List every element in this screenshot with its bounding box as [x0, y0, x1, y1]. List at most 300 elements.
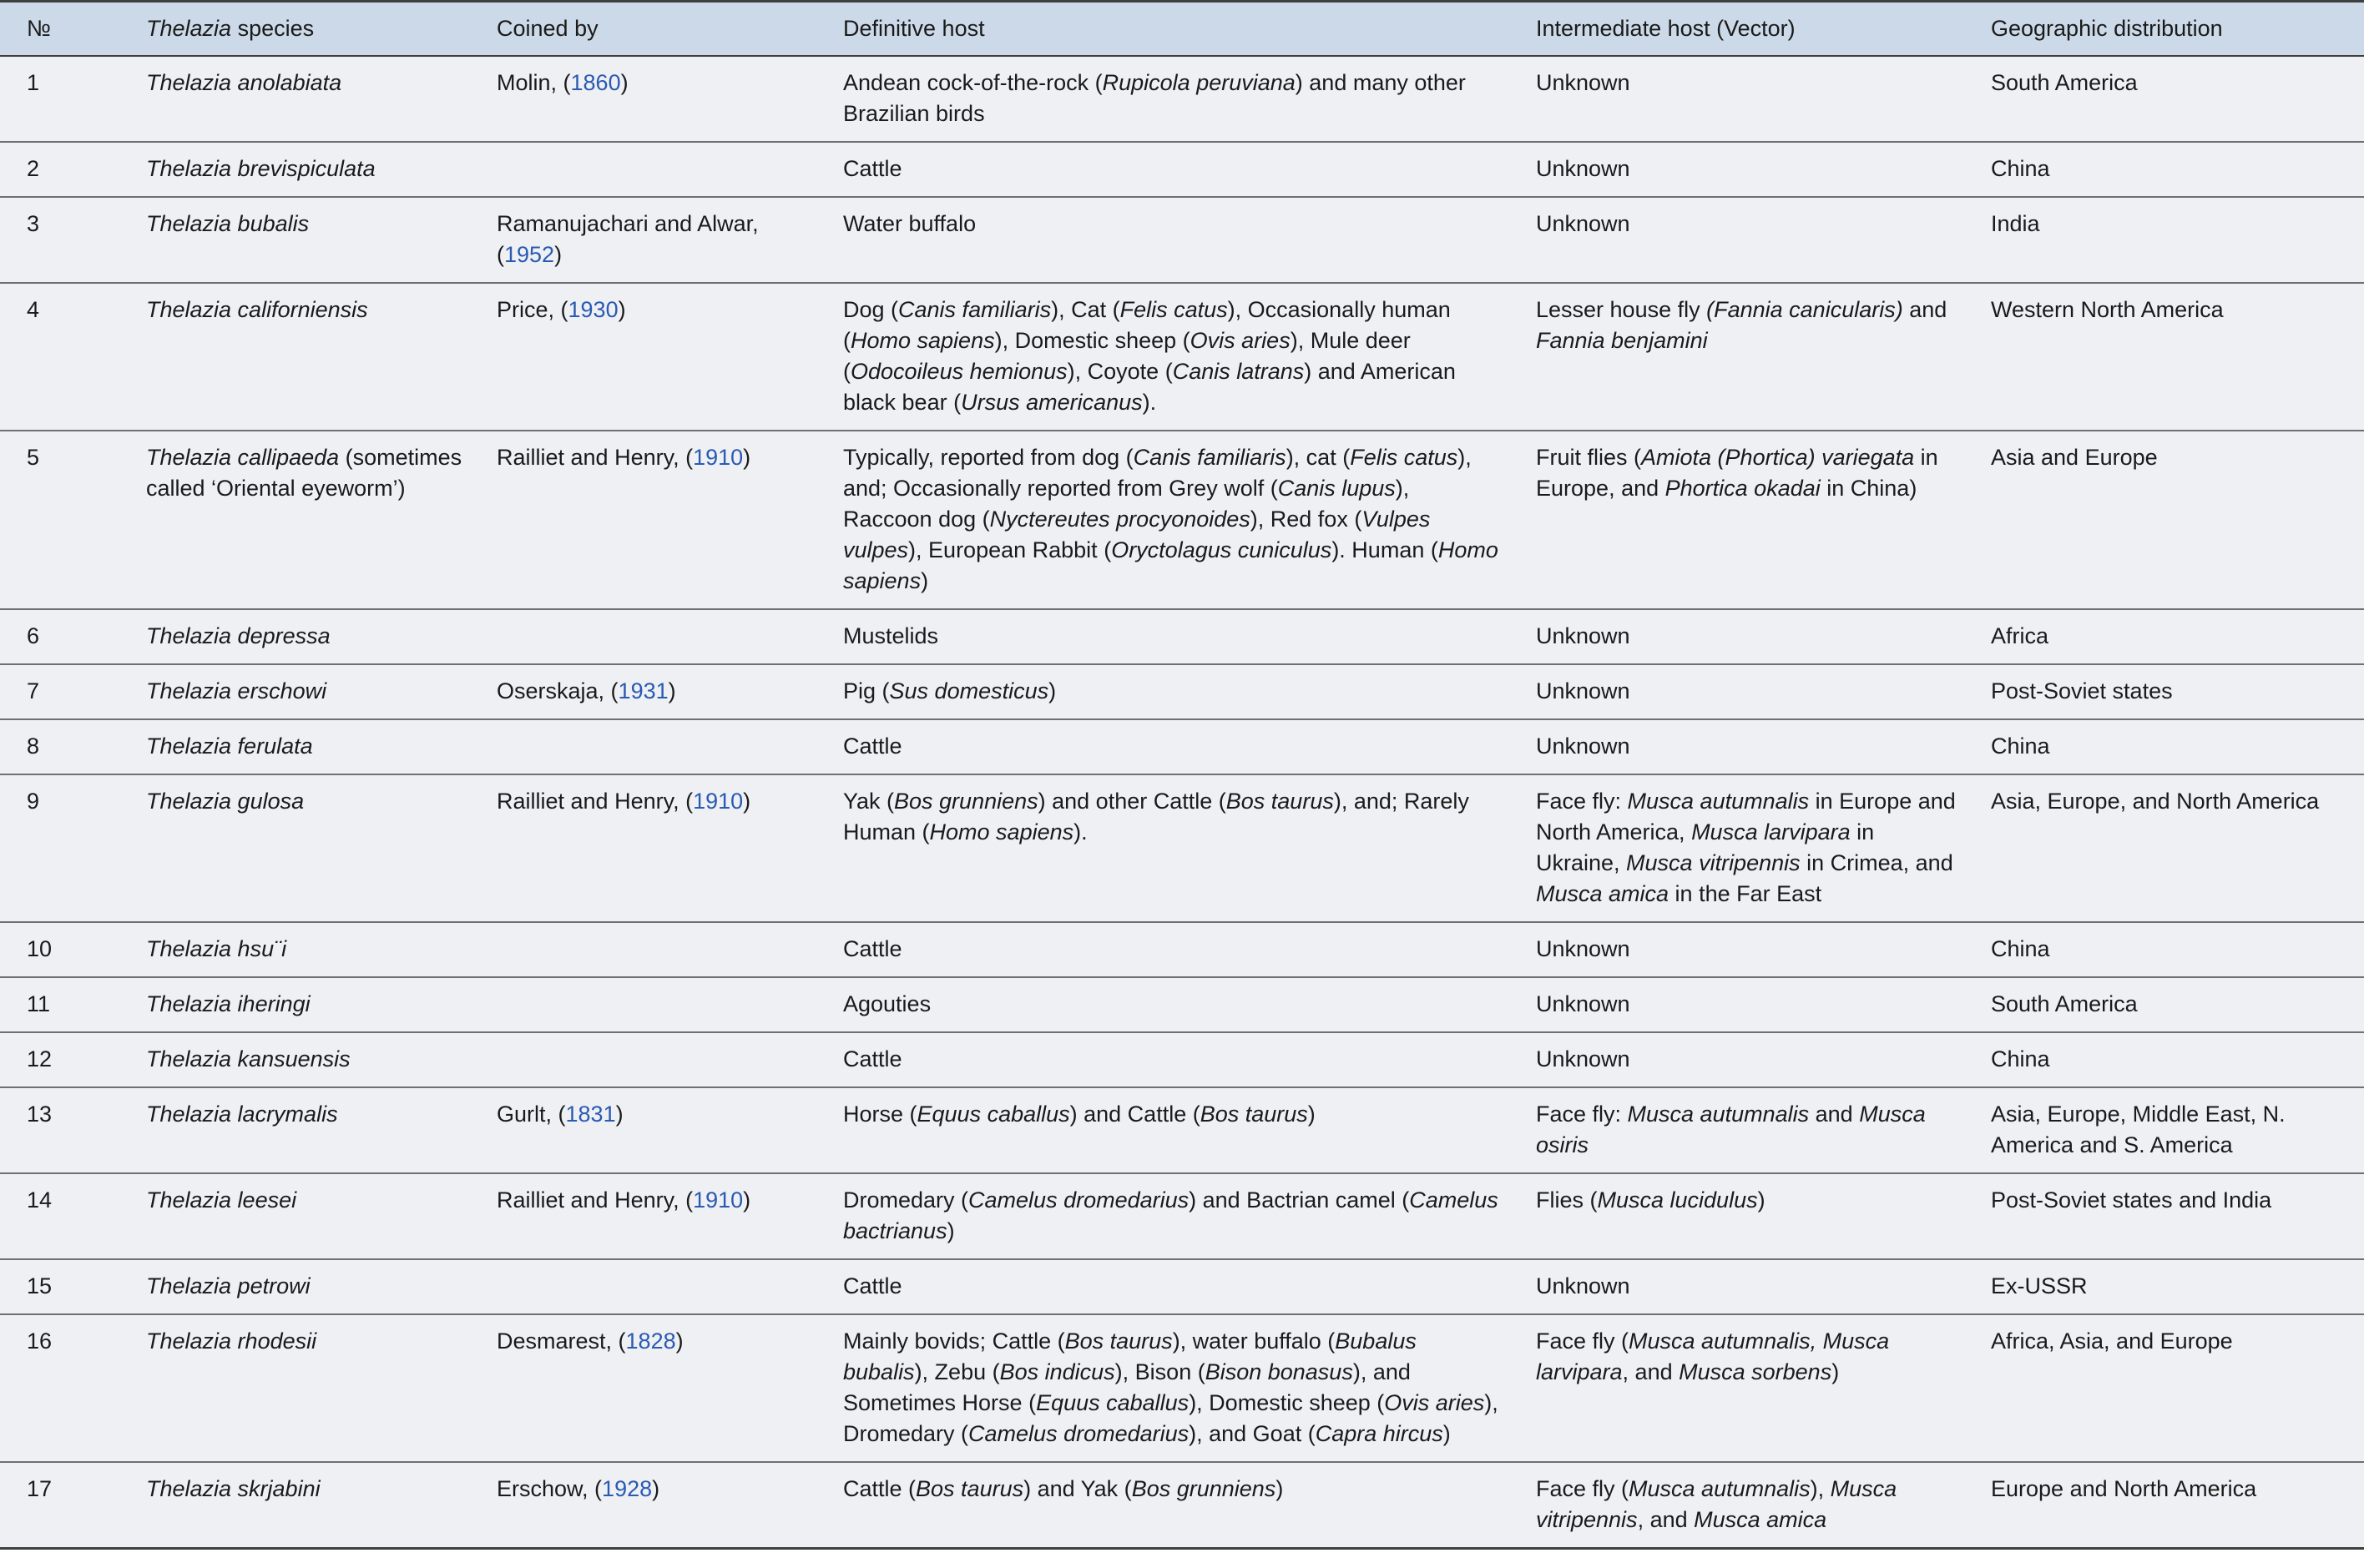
cell-intermediate-host: [1536, 922, 1991, 977]
text-segment: Lesser house fly: [1536, 297, 1707, 322]
text-segment: (sometimes called ‘Oriental eyeworm’): [146, 445, 462, 501]
table-row: [0, 609, 2364, 664]
text-segment: ), Coyote (: [1067, 359, 1173, 384]
text-segment: ) and Bactrian camel (: [1189, 1187, 1410, 1213]
text-segment: Canis lupus: [1277, 476, 1396, 501]
text-segment: Bos grunniens: [1131, 1476, 1276, 1501]
text-segment: ) and Yak (: [1023, 1476, 1132, 1501]
text-segment: Nyctereutes procyonoides: [989, 507, 1250, 532]
text-segment: Amiota (Phortica) variegata: [1641, 445, 1915, 470]
cell-coined-by: [497, 774, 843, 922]
text-segment: Cattle: [843, 1273, 902, 1298]
cell-number: 6: [0, 609, 146, 664]
cell-species: [146, 56, 497, 142]
cell-definitive-host: [843, 922, 1536, 977]
text-segment: Camelus bactrianus: [843, 1187, 1498, 1243]
text-segment: Gurlt, (: [497, 1102, 566, 1127]
header-number: [0, 2, 146, 57]
text-segment: ), Zebu (: [914, 1359, 1000, 1384]
citation-year-link[interactable]: 1928: [602, 1476, 653, 1501]
text-segment: Oryctolagus cuniculus: [1111, 537, 1332, 562]
header-geographic-distribution: [1991, 2, 2364, 57]
text-segment: Thelazia iheringi: [146, 991, 311, 1016]
text-segment: Unknown: [1536, 936, 1630, 961]
text-segment: Ursus americanus: [961, 390, 1143, 415]
text-segment: ): [1275, 1476, 1284, 1501]
text-segment: Horse (: [843, 1102, 917, 1127]
cell-geographic-distribution: [1991, 1173, 2364, 1259]
text-segment: ), and; Rarely Human (: [843, 789, 1469, 845]
text-segment: Cattle (: [843, 1476, 917, 1501]
cell-intermediate-host: [1536, 719, 1991, 774]
citation-year-link[interactable]: 1831: [565, 1102, 616, 1127]
table-row: [0, 1259, 2364, 1314]
text-segment: Face fly:: [1536, 789, 1628, 814]
text-segment: ): [1831, 1359, 1840, 1384]
table-row: [0, 431, 2364, 609]
text-segment: ).: [1073, 819, 1088, 845]
text-segment: Bos taurus: [916, 1476, 1024, 1501]
text-segment: Thelazia erschowi: [146, 678, 327, 703]
text-segment: ), and Sometimes Horse (: [843, 1359, 1411, 1415]
text-segment: Thelazia skrjabini: [146, 1476, 321, 1501]
text-segment: Thelazia kansuensis: [146, 1046, 351, 1071]
citation-year-link[interactable]: 1952: [504, 242, 555, 267]
text-segment: Canis familiaris: [1133, 445, 1286, 470]
text-segment: Africa, Asia, and Europe: [1991, 1329, 2233, 1354]
text-segment: Odocoileus hemionus: [851, 359, 1068, 384]
text-segment: South America: [1991, 991, 2138, 1016]
text-segment: Thelazia gulosa: [146, 789, 305, 814]
text-segment: Africa: [1991, 623, 2049, 648]
cell-definitive-host: [843, 774, 1536, 922]
text-segment: Equus caballus: [917, 1102, 1070, 1127]
cell-intermediate-host: [1536, 1087, 1991, 1173]
cell-definitive-host: [843, 1173, 1536, 1259]
text-segment: Definitive host: [843, 16, 985, 41]
cell-species: [146, 283, 497, 431]
text-segment: ): [1442, 1421, 1451, 1446]
cell-coined-by: [497, 1314, 843, 1462]
cell-definitive-host: [843, 1032, 1536, 1087]
text-segment: Asia and Europe: [1991, 445, 2158, 470]
cell-species: [146, 774, 497, 922]
cell-intermediate-host: [1536, 774, 1991, 922]
text-segment: Fannia benjamini: [1536, 328, 1708, 353]
cell-intermediate-host: [1536, 1173, 1991, 1259]
text-segment: Thelazia callipaeda: [146, 445, 340, 470]
text-segment: ), Occasionally human (: [843, 297, 1451, 353]
text-segment: ), Domestic sheep (: [994, 328, 1190, 353]
text-segment: Musca vitripennis: [1626, 850, 1801, 875]
text-segment: Unknown: [1536, 678, 1630, 703]
citation-year-link[interactable]: 1860: [570, 70, 621, 95]
cell-intermediate-host: [1536, 1032, 1991, 1087]
cell-coined-by: [497, 922, 843, 977]
text-segment: Europe and North America: [1991, 1476, 2257, 1501]
cell-definitive-host: [843, 719, 1536, 774]
cell-coined-by: [497, 56, 843, 142]
table-row: [0, 283, 2364, 431]
text-segment: Thelazia lacrymalis: [146, 1102, 338, 1127]
text-segment: Bos grunniens: [894, 789, 1038, 814]
cell-geographic-distribution: [1991, 431, 2364, 609]
table-row: [0, 56, 2364, 142]
cell-species: [146, 1032, 497, 1087]
text-segment: Thelazia bubalis: [146, 211, 310, 236]
cell-number: 13: [0, 1087, 146, 1173]
text-segment: Musca sorbens: [1679, 1359, 1832, 1384]
cell-coined-by: [497, 283, 843, 431]
text-segment: Intermediate host (Vector): [1536, 16, 1796, 41]
header-intermediate-host: [1536, 2, 1991, 57]
cell-intermediate-host: [1536, 1314, 1991, 1462]
cell-coined-by: [497, 609, 843, 664]
cell-definitive-host: [843, 283, 1536, 431]
text-segment: Face fly (: [1536, 1329, 1629, 1354]
text-segment: Bison bonasus: [1205, 1359, 1353, 1384]
cell-definitive-host: [843, 142, 1536, 197]
text-segment: in the Far East: [1669, 881, 1822, 906]
text-segment: Unknown: [1536, 991, 1630, 1016]
text-segment: Molin, (: [497, 70, 571, 95]
text-segment: Railliet and Henry, (: [497, 789, 694, 814]
cell-geographic-distribution: [1991, 56, 2364, 142]
text-segment: in Europe, and: [1536, 445, 1938, 501]
text-segment: ): [620, 70, 629, 95]
cell-geographic-distribution: [1991, 1462, 2364, 1549]
text-segment: ) and other Cattle (: [1038, 789, 1226, 814]
cell-species: [146, 1173, 497, 1259]
text-segment: China: [1991, 156, 2050, 181]
text-segment: ): [1757, 1187, 1765, 1213]
text-segment: Erschow, (: [497, 1476, 603, 1501]
text-segment: Mustelids: [843, 623, 939, 648]
text-segment: Ramanujachari and Alwar, (: [497, 211, 759, 267]
text-segment: Homo sapiens: [929, 819, 1074, 845]
text-segment: Cattle: [843, 936, 902, 961]
text-segment: South America: [1991, 70, 2138, 95]
cell-coined-by: [497, 431, 843, 609]
cell-coined-by: [497, 977, 843, 1032]
cell-geographic-distribution: [1991, 1032, 2364, 1087]
text-segment: ). Human (: [1331, 537, 1438, 562]
text-segment: Equus caballus: [1036, 1390, 1190, 1415]
text-segment: Thelazia rhodesii: [146, 1329, 317, 1354]
text-segment: ): [1307, 1102, 1316, 1127]
cell-number: 2: [0, 142, 146, 197]
header-species: [146, 2, 497, 57]
text-segment: ), Cat (: [1051, 297, 1120, 322]
text-segment: Post-Soviet states: [1991, 678, 2173, 703]
text-segment: Flies (: [1536, 1187, 1598, 1213]
cell-number: 17: [0, 1462, 146, 1549]
text-segment: ): [947, 1218, 955, 1243]
cell-number: 4: [0, 283, 146, 431]
text-segment: China: [1991, 734, 2050, 759]
cell-coined-by: [497, 1173, 843, 1259]
table-body: [0, 56, 2364, 1549]
citation-year-link[interactable]: 1910: [693, 789, 744, 814]
cell-coined-by: [497, 142, 843, 197]
text-segment: ): [675, 1329, 684, 1354]
cell-geographic-distribution: [1991, 1314, 2364, 1462]
text-segment: ): [652, 1476, 660, 1501]
table-header: [0, 2, 2364, 57]
text-segment: Felis catus: [1119, 297, 1228, 322]
text-segment: Fruit flies (: [1536, 445, 1642, 470]
text-segment: Musca larvipara: [1691, 819, 1851, 845]
text-segment: Cattle: [843, 1046, 902, 1071]
text-segment: Canis latrans: [1172, 359, 1305, 384]
cell-number: 15: [0, 1259, 146, 1314]
text-segment: ): [618, 297, 626, 322]
cell-geographic-distribution: [1991, 1259, 2364, 1314]
cell-definitive-host: [843, 197, 1536, 283]
text-segment: ).: [1142, 390, 1157, 415]
header-coined-by: [497, 2, 843, 57]
citation-year-link[interactable]: 1931: [618, 678, 669, 703]
cell-definitive-host: [843, 431, 1536, 609]
text-segment: Musca lucidulus: [1597, 1187, 1758, 1213]
cell-number: 5: [0, 431, 146, 609]
cell-geographic-distribution: [1991, 977, 2364, 1032]
table-row: [0, 774, 2364, 922]
text-segment: ): [668, 678, 676, 703]
table-row: [0, 977, 2364, 1032]
cell-coined-by: [497, 1462, 843, 1549]
text-segment: ) and many other Brazilian birds: [843, 70, 1466, 126]
text-segment: Thelazia petrowi: [146, 1273, 311, 1298]
text-segment: Agouties: [843, 991, 932, 1016]
text-segment: ): [743, 445, 751, 470]
text-segment: ), Mule deer (: [843, 328, 1411, 384]
text-segment: Thelazia californiensis: [146, 297, 368, 322]
text-segment: Yak (: [843, 789, 895, 814]
cell-geographic-distribution: [1991, 922, 2364, 977]
text-segment: in Ukraine,: [1536, 819, 1875, 875]
text-segment: Vulpes vulpes: [843, 507, 1431, 562]
text-segment: Bubalus bubalis: [843, 1329, 1417, 1384]
table-row: [0, 1087, 2364, 1173]
table-row: [0, 1032, 2364, 1087]
cell-species: [146, 197, 497, 283]
text-segment: China: [1991, 936, 2050, 961]
cell-number: 8: [0, 719, 146, 774]
cell-intermediate-host: [1536, 431, 1991, 609]
table-row: [0, 1173, 2364, 1259]
header-row: [0, 2, 2364, 57]
table-row: [0, 1462, 2364, 1549]
cell-definitive-host: [843, 1259, 1536, 1314]
text-segment: Phortica okadai: [1664, 476, 1821, 501]
text-segment: Musca autumnalis: [1629, 1476, 1811, 1501]
text-segment: Thelazia brevispiculata: [146, 156, 376, 181]
text-segment: ), Raccoon dog (: [843, 476, 1410, 532]
table-row: [0, 719, 2364, 774]
cell-intermediate-host: [1536, 56, 1991, 142]
text-segment: in Crimea, and: [1800, 850, 1953, 875]
text-segment: Unknown: [1536, 211, 1630, 236]
citation-year-link[interactable]: 1930: [568, 297, 619, 322]
text-segment: Thelazia depressa: [146, 623, 331, 648]
text-segment: Pig (: [843, 678, 890, 703]
text-segment: Musca autumnalis, Musca larvipara: [1536, 1329, 1890, 1384]
cell-definitive-host: [843, 1462, 1536, 1549]
cell-species: [146, 609, 497, 664]
table-row: [0, 197, 2364, 283]
cell-intermediate-host: [1536, 1462, 1991, 1549]
cell-coined-by: [497, 1259, 843, 1314]
cell-geographic-distribution: [1991, 719, 2364, 774]
text-segment: Mainly bovids; Cattle (: [843, 1329, 1065, 1354]
cell-number: 11: [0, 977, 146, 1032]
text-segment: Ovis aries: [1190, 328, 1291, 353]
cell-coined-by: [497, 1087, 843, 1173]
text-segment: ), cat (: [1286, 445, 1351, 470]
header-definitive-host: [843, 2, 1536, 57]
text-segment: Sus domesticus: [889, 678, 1049, 703]
text-segment: Oserskaja, (: [497, 678, 619, 703]
text-segment: ), European Rabbit (: [908, 537, 1112, 562]
text-segment: Ovis aries: [1384, 1390, 1485, 1415]
cell-number: 1: [27, 70, 40, 95]
text-segment: India: [1991, 211, 2040, 236]
cell-geographic-distribution: [1991, 1087, 2364, 1173]
citation-year-link[interactable]: 1910: [693, 1187, 744, 1213]
text-segment: Homo sapiens: [843, 537, 1498, 593]
text-segment: Face fly:: [1536, 1102, 1628, 1127]
text-segment: Asia, Europe, and North America: [1991, 789, 2320, 814]
text-segment: Capra hircus: [1315, 1421, 1443, 1446]
text-segment: Geographic distribution: [1991, 16, 2223, 41]
cell-intermediate-host: [1536, 197, 1991, 283]
text-segment: ), Domestic sheep (: [1189, 1390, 1385, 1415]
text-segment: ), Dromedary (: [843, 1390, 1498, 1446]
citation-year-link[interactable]: 1910: [693, 445, 744, 470]
cell-intermediate-host: [1536, 609, 1991, 664]
text-segment: species: [231, 16, 315, 41]
cell-species: [146, 977, 497, 1032]
text-segment: Western North America: [1991, 297, 2224, 322]
text-segment: Homo sapiens: [851, 328, 995, 353]
text-segment: Rupicola peruviana: [1102, 70, 1296, 95]
text-segment: №: [27, 16, 51, 41]
text-segment: Musca amica: [1536, 881, 1669, 906]
text-segment: Musca autumnalis: [1627, 1102, 1810, 1127]
text-segment: Unknown: [1536, 156, 1630, 181]
text-segment: Camelus dromedarius: [968, 1187, 1190, 1213]
text-segment: Unknown: [1536, 1046, 1630, 1071]
text-segment: ): [743, 1187, 751, 1213]
text-segment: Andean cock-of-the-rock (: [843, 70, 1103, 95]
text-segment: Unknown: [1536, 1273, 1630, 1298]
cell-definitive-host: [843, 56, 1536, 142]
text-segment: Post-Soviet states and India: [1991, 1187, 2272, 1213]
text-segment: , and: [1622, 1359, 1680, 1384]
text-segment: Unknown: [1536, 734, 1630, 759]
text-segment: Price, (: [497, 297, 568, 322]
text-segment: ): [743, 789, 751, 814]
text-segment: and: [1809, 1102, 1860, 1127]
text-segment: Asia, Europe, Middle East, N. America and S. America: [1991, 1102, 2286, 1157]
text-segment: Thelazia ferulata: [146, 734, 313, 759]
text-segment: Railliet and Henry, (: [497, 445, 694, 470]
cell-geographic-distribution: [1991, 142, 2364, 197]
text-segment: Thelazia anolabiata: [146, 70, 342, 95]
cell-species: [146, 1462, 497, 1549]
cell-number: 10: [0, 922, 146, 977]
text-segment: Dog (: [843, 297, 899, 322]
text-segment: ) and Cattle (: [1069, 1102, 1200, 1127]
cell-definitive-host: [843, 1314, 1536, 1462]
cell-species: [146, 1259, 497, 1314]
text-segment: Thelazia: [146, 16, 232, 41]
cell-intermediate-host: [1536, 142, 1991, 197]
cell-coined-by: [497, 1032, 843, 1087]
text-segment: Bos indicus: [999, 1359, 1115, 1384]
text-segment: ): [1048, 678, 1057, 703]
cell-coined-by: [497, 719, 843, 774]
table-row: [0, 664, 2364, 719]
cell-coined-by: [497, 197, 843, 283]
text-segment: ): [615, 1102, 624, 1127]
citation-year-link[interactable]: 1828: [625, 1329, 676, 1354]
text-segment: Desmarest, (: [497, 1329, 626, 1354]
cell-number: 7: [0, 664, 146, 719]
text-segment: Dromedary (: [843, 1187, 969, 1213]
cell-number: 9: [0, 774, 146, 922]
text-segment: Felis catus: [1350, 445, 1458, 470]
text-segment: Bos taurus: [1225, 789, 1334, 814]
text-segment: Musca vitripennis: [1536, 1476, 1897, 1532]
text-segment: Thelazia leesei: [146, 1187, 297, 1213]
text-segment: Cattle: [843, 734, 902, 759]
text-segment: Cattle: [843, 156, 902, 181]
cell-intermediate-host: [1536, 977, 1991, 1032]
cell-coined-by: [497, 664, 843, 719]
cell-geographic-distribution: [1991, 774, 2364, 922]
text-segment: Water buffalo: [843, 211, 977, 236]
cell-definitive-host: [843, 1087, 1536, 1173]
text-segment: Camelus dromedarius: [968, 1421, 1190, 1446]
cell-definitive-host: [843, 977, 1536, 1032]
cell-species: [146, 142, 497, 197]
text-segment: ) and American black bear (: [843, 359, 1456, 415]
table-row: [0, 142, 2364, 197]
text-segment: Face fly (: [1536, 1476, 1629, 1501]
text-segment: Bos taurus: [1200, 1102, 1308, 1127]
cell-species: [146, 1087, 497, 1173]
cell-intermediate-host: [1536, 283, 1991, 431]
text-segment: Unknown: [1536, 70, 1630, 95]
cell-intermediate-host: [1536, 1259, 1991, 1314]
cell-geographic-distribution: [1991, 664, 2364, 719]
text-segment: ), water buffalo (: [1172, 1329, 1336, 1354]
text-segment: Unknown: [1536, 623, 1630, 648]
cell-number: 14: [0, 1173, 146, 1259]
text-segment: Railliet and Henry, (: [497, 1187, 694, 1213]
cell-species: [146, 664, 497, 719]
text-segment: Musca amica: [1694, 1507, 1827, 1532]
text-segment: China: [1991, 1046, 2050, 1071]
cell-definitive-host: [843, 664, 1536, 719]
text-segment: , and: [1637, 1507, 1695, 1532]
text-segment: Coined by: [497, 16, 599, 41]
text-segment: in China): [1820, 476, 1917, 501]
text-segment: (Fannia canicularis): [1706, 297, 1903, 322]
text-segment: Canis familiaris: [898, 297, 1052, 322]
